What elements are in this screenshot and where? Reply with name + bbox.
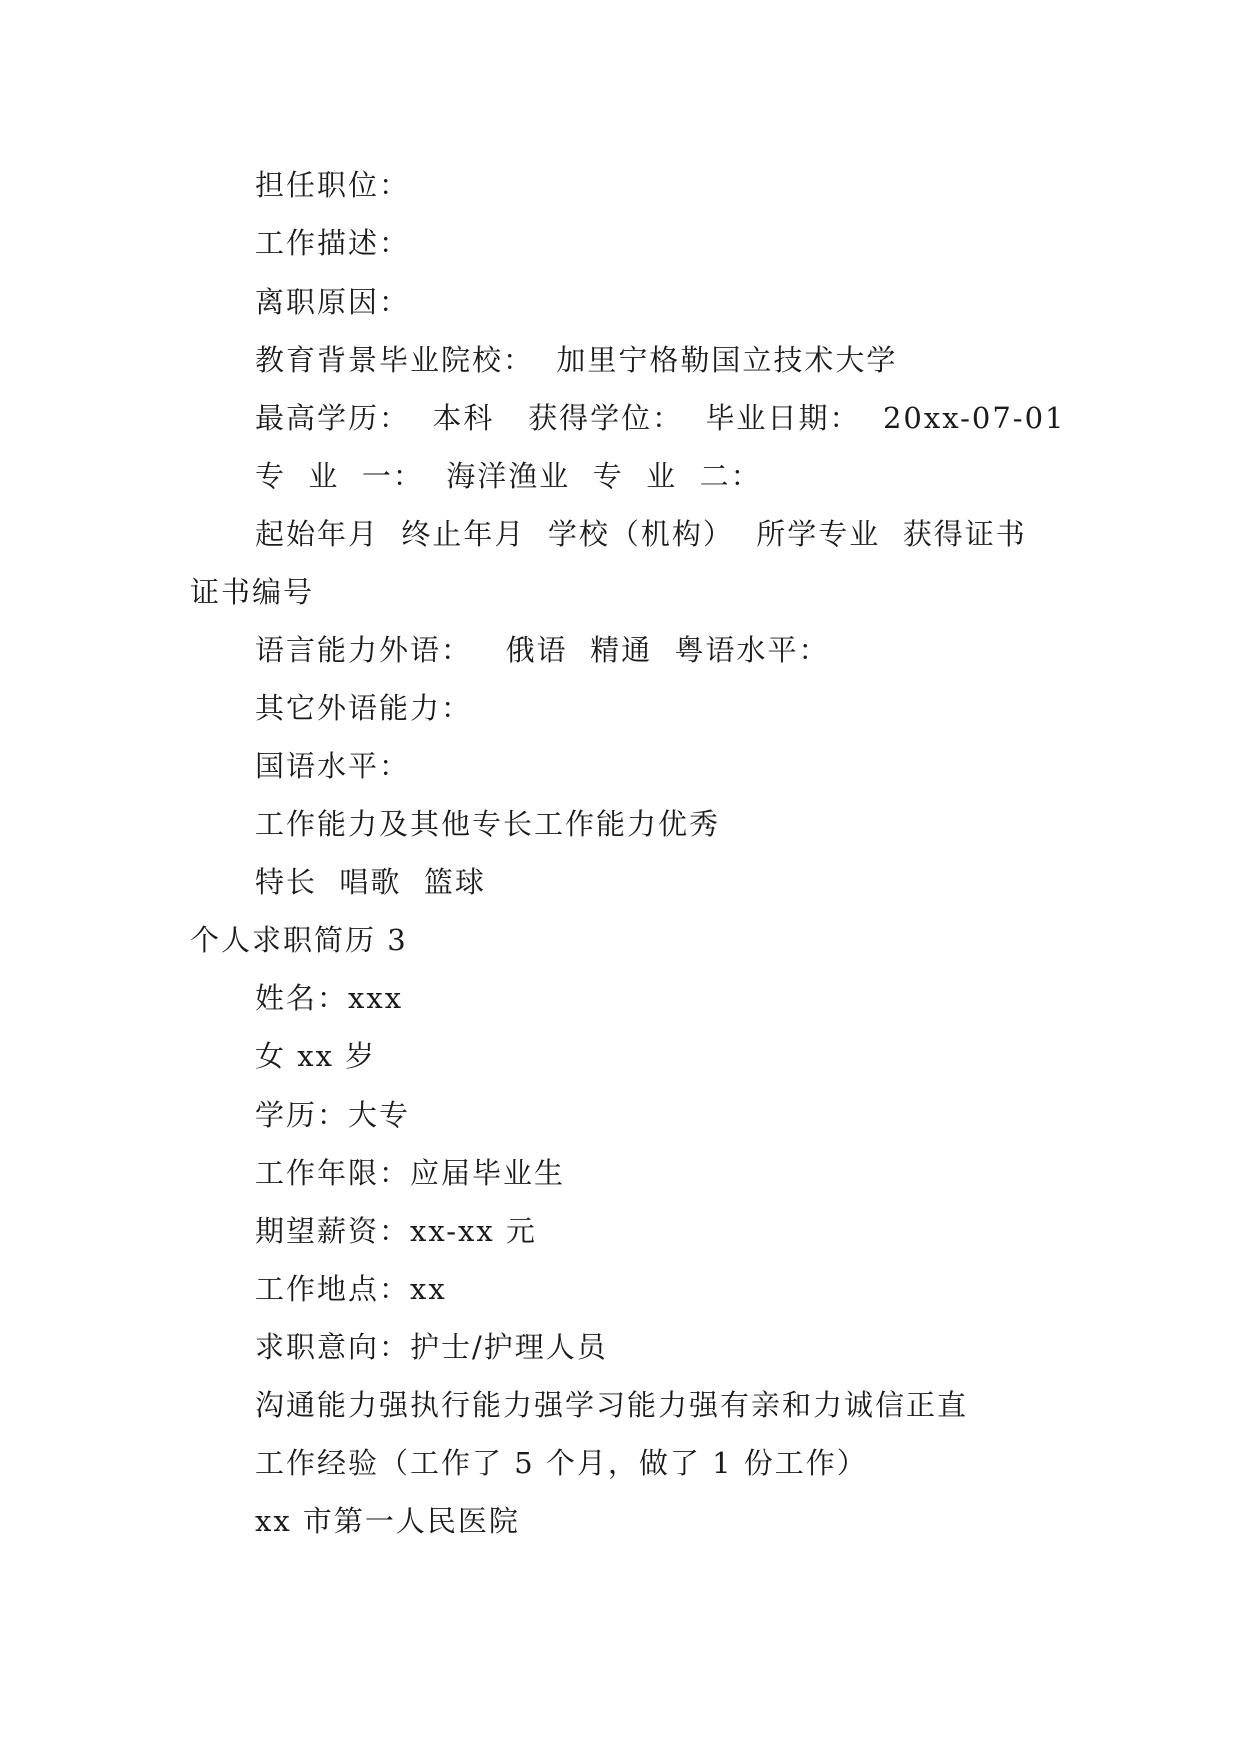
text-line: 工作年限：应届毕业生 xyxy=(255,1156,566,1190)
text-line: 专 业 一： 海洋渔业 专 业 二： xyxy=(255,459,762,493)
text-line: 语言能力外语： 俄语 精通 粤语水平： xyxy=(255,633,830,667)
text-line: 姓名：xxx xyxy=(255,981,404,1015)
text-line: 女 xx 岁 xyxy=(255,1039,377,1073)
text-line: 国语水平： xyxy=(255,749,411,783)
text-line: 期望薪资：xx-xx 元 xyxy=(255,1214,537,1248)
text-line: 工作地点：xx xyxy=(255,1272,447,1306)
text-line: 教育背景毕业院校： 加里宁格勒国立技术大学 xyxy=(255,343,898,377)
text-line: 学历：大专 xyxy=(255,1098,411,1132)
text-line: 其它外语能力： xyxy=(255,691,473,725)
text-line: 工作经验（工作了 5 个月，做了 1 份工作） xyxy=(255,1446,868,1480)
text-line: 工作能力及其他专长工作能力优秀 xyxy=(255,807,721,841)
text-line: 起始年月 终止年月 学校（机构） 所学专业 获得证书 xyxy=(255,517,1027,551)
text-line: 证书编号 xyxy=(190,575,315,609)
section-heading: 个人求职简历 3 xyxy=(190,923,408,957)
text-line: 最高学历： 本科 获得学位： 毕业日期： 20xx-07-01 xyxy=(255,401,1066,435)
text-line: 求职意向：护士/护理人员 xyxy=(255,1330,608,1364)
text-line: 沟通能力强执行能力强学习能力强有亲和力诚信正直 xyxy=(255,1388,969,1422)
text-line: 担任职位： xyxy=(255,168,411,202)
text-line: 特长 唱歌 篮球 xyxy=(255,865,486,899)
text-line: 离职原因： xyxy=(255,285,411,319)
text-line: xx 市第一人民医院 xyxy=(255,1504,520,1538)
text-line: 工作描述： xyxy=(255,226,411,260)
